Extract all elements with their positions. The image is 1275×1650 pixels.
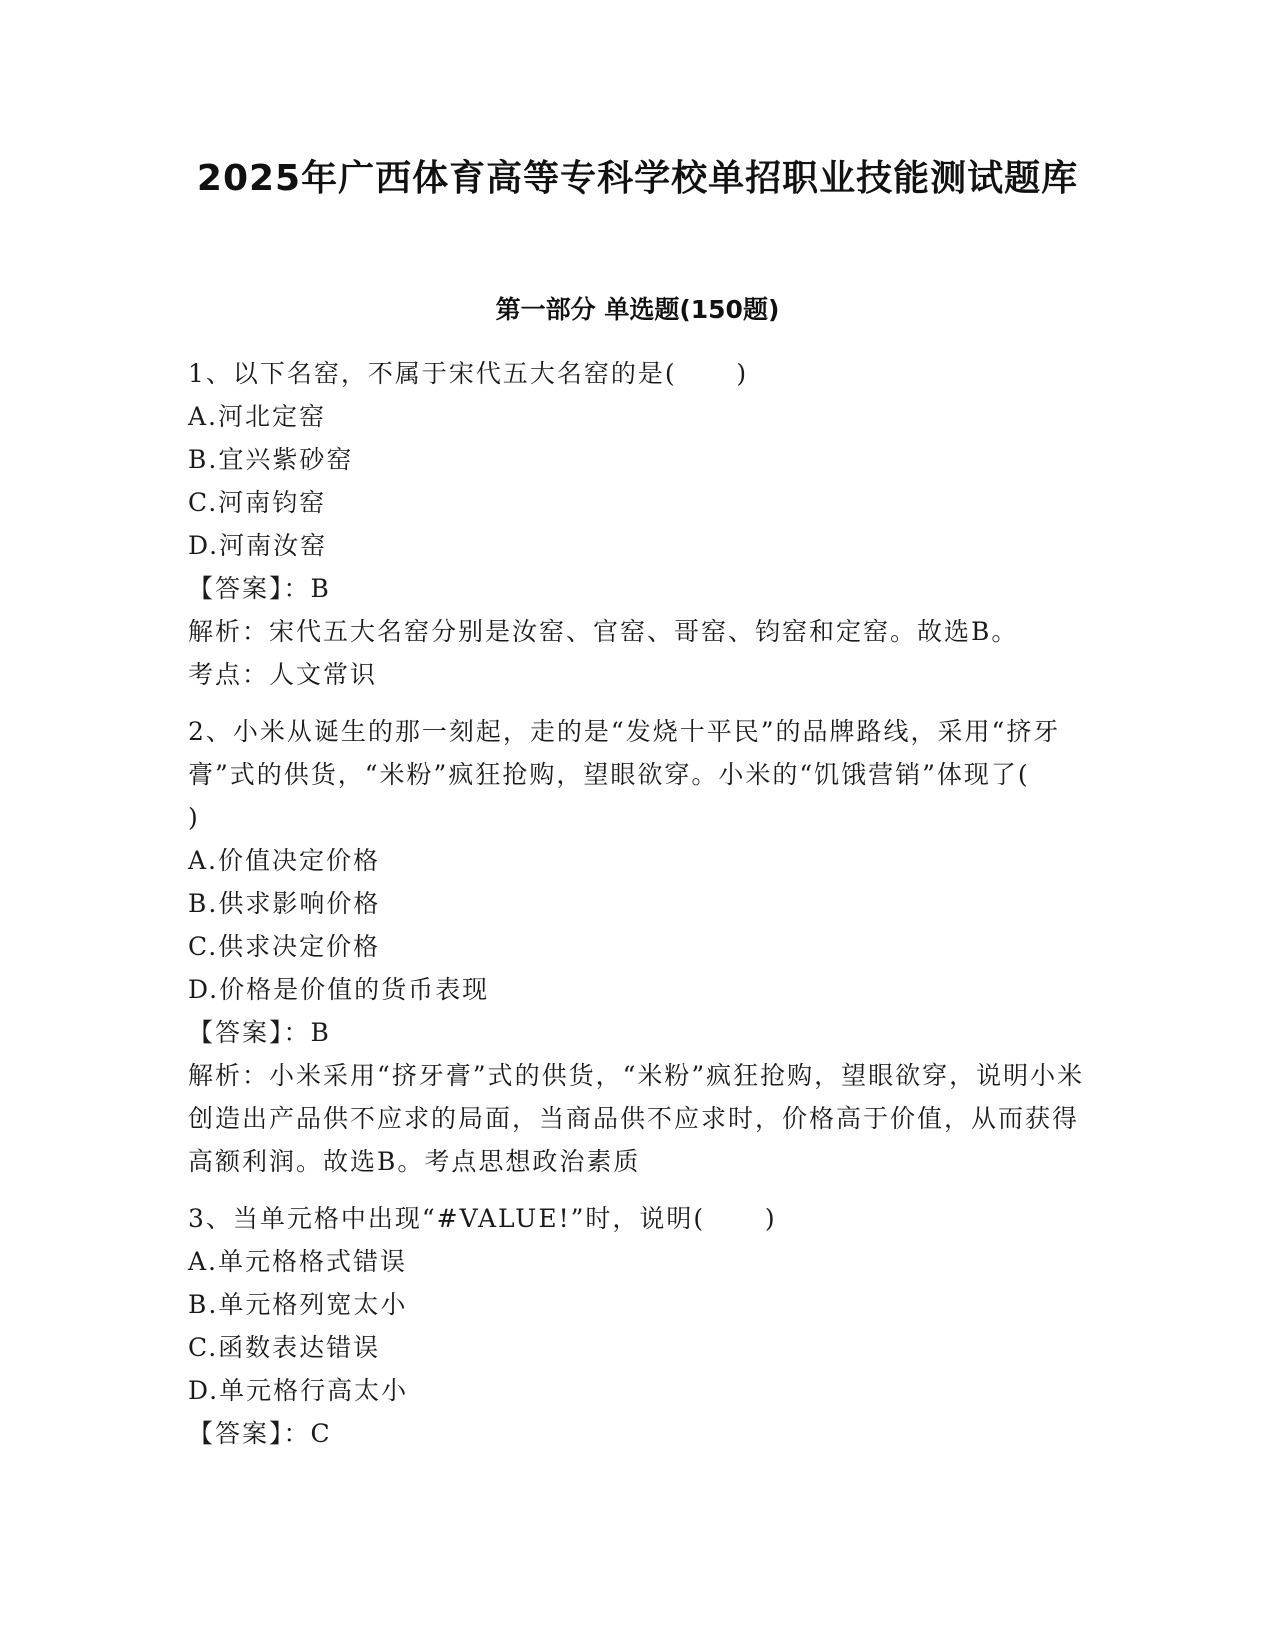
question-stem: 1、以下名窑，不属于宋代五大名窑的是( ) (188, 359, 749, 388)
explanation: 解析：宋代五大名窑分别是汝窑、官窑、哥窑、钧窑和定窑。故选B。 (188, 617, 1019, 646)
exam-point: 考点：人文常识 (188, 660, 378, 689)
option-c: C.函数表达错误 (188, 1333, 381, 1362)
answer: 【答案】：C (188, 1419, 332, 1448)
option-a: A.价值决定价格 (188, 846, 381, 875)
option-b: B.单元格列宽太小 (188, 1290, 408, 1319)
option-b: B.供求影响价格 (188, 889, 381, 918)
question-stem: 3、当单元格中出现“#VALUE!”时，说明( ) (188, 1204, 777, 1233)
answer: 【答案】：B (188, 574, 331, 603)
question-stem: 2、小米从诞生的那一刻起，走的是“发烧十平民”的品牌路线，采用“挤牙膏”式的供货，“米粉”疯狂抢购，望眼欲穿。小米的“饥饿营销”体现了( ) (188, 717, 1090, 832)
document-title: 2025年广西体育高等专科学校单招职业技能测试题库 (196, 158, 1079, 199)
option-c: C.供求决定价格 (188, 932, 381, 961)
explanation: 解析：小米采用“挤牙膏”式的供货，“米粉”疯狂抢购，望眼欲穿，说明小米创造出产品供不应求的局面，当商品供不应求时，价格高于价值，从而获得高额利润。故选B。考点思想政治素质 (188, 1061, 1085, 1176)
option-a: A.河北定窑 (188, 402, 327, 431)
option-d: D.价格是价值的货币表现 (188, 975, 490, 1004)
section-title: 第一部分 单选题(150题) (495, 295, 780, 324)
question-3 (188, 1197, 1088, 1455)
option-c: C.河南钧窑 (188, 488, 327, 517)
option-d: D.河南汝窑 (188, 531, 328, 560)
question-1 (188, 352, 1088, 696)
answer: 【答案】：B (188, 1018, 331, 1047)
option-b: B.宜兴紫砂窑 (188, 445, 354, 474)
question-list (188, 352, 1088, 1469)
option-d: D.单元格行高太小 (188, 1376, 409, 1405)
question-2 (188, 710, 1088, 1183)
option-a: A.单元格格式错误 (188, 1247, 408, 1276)
